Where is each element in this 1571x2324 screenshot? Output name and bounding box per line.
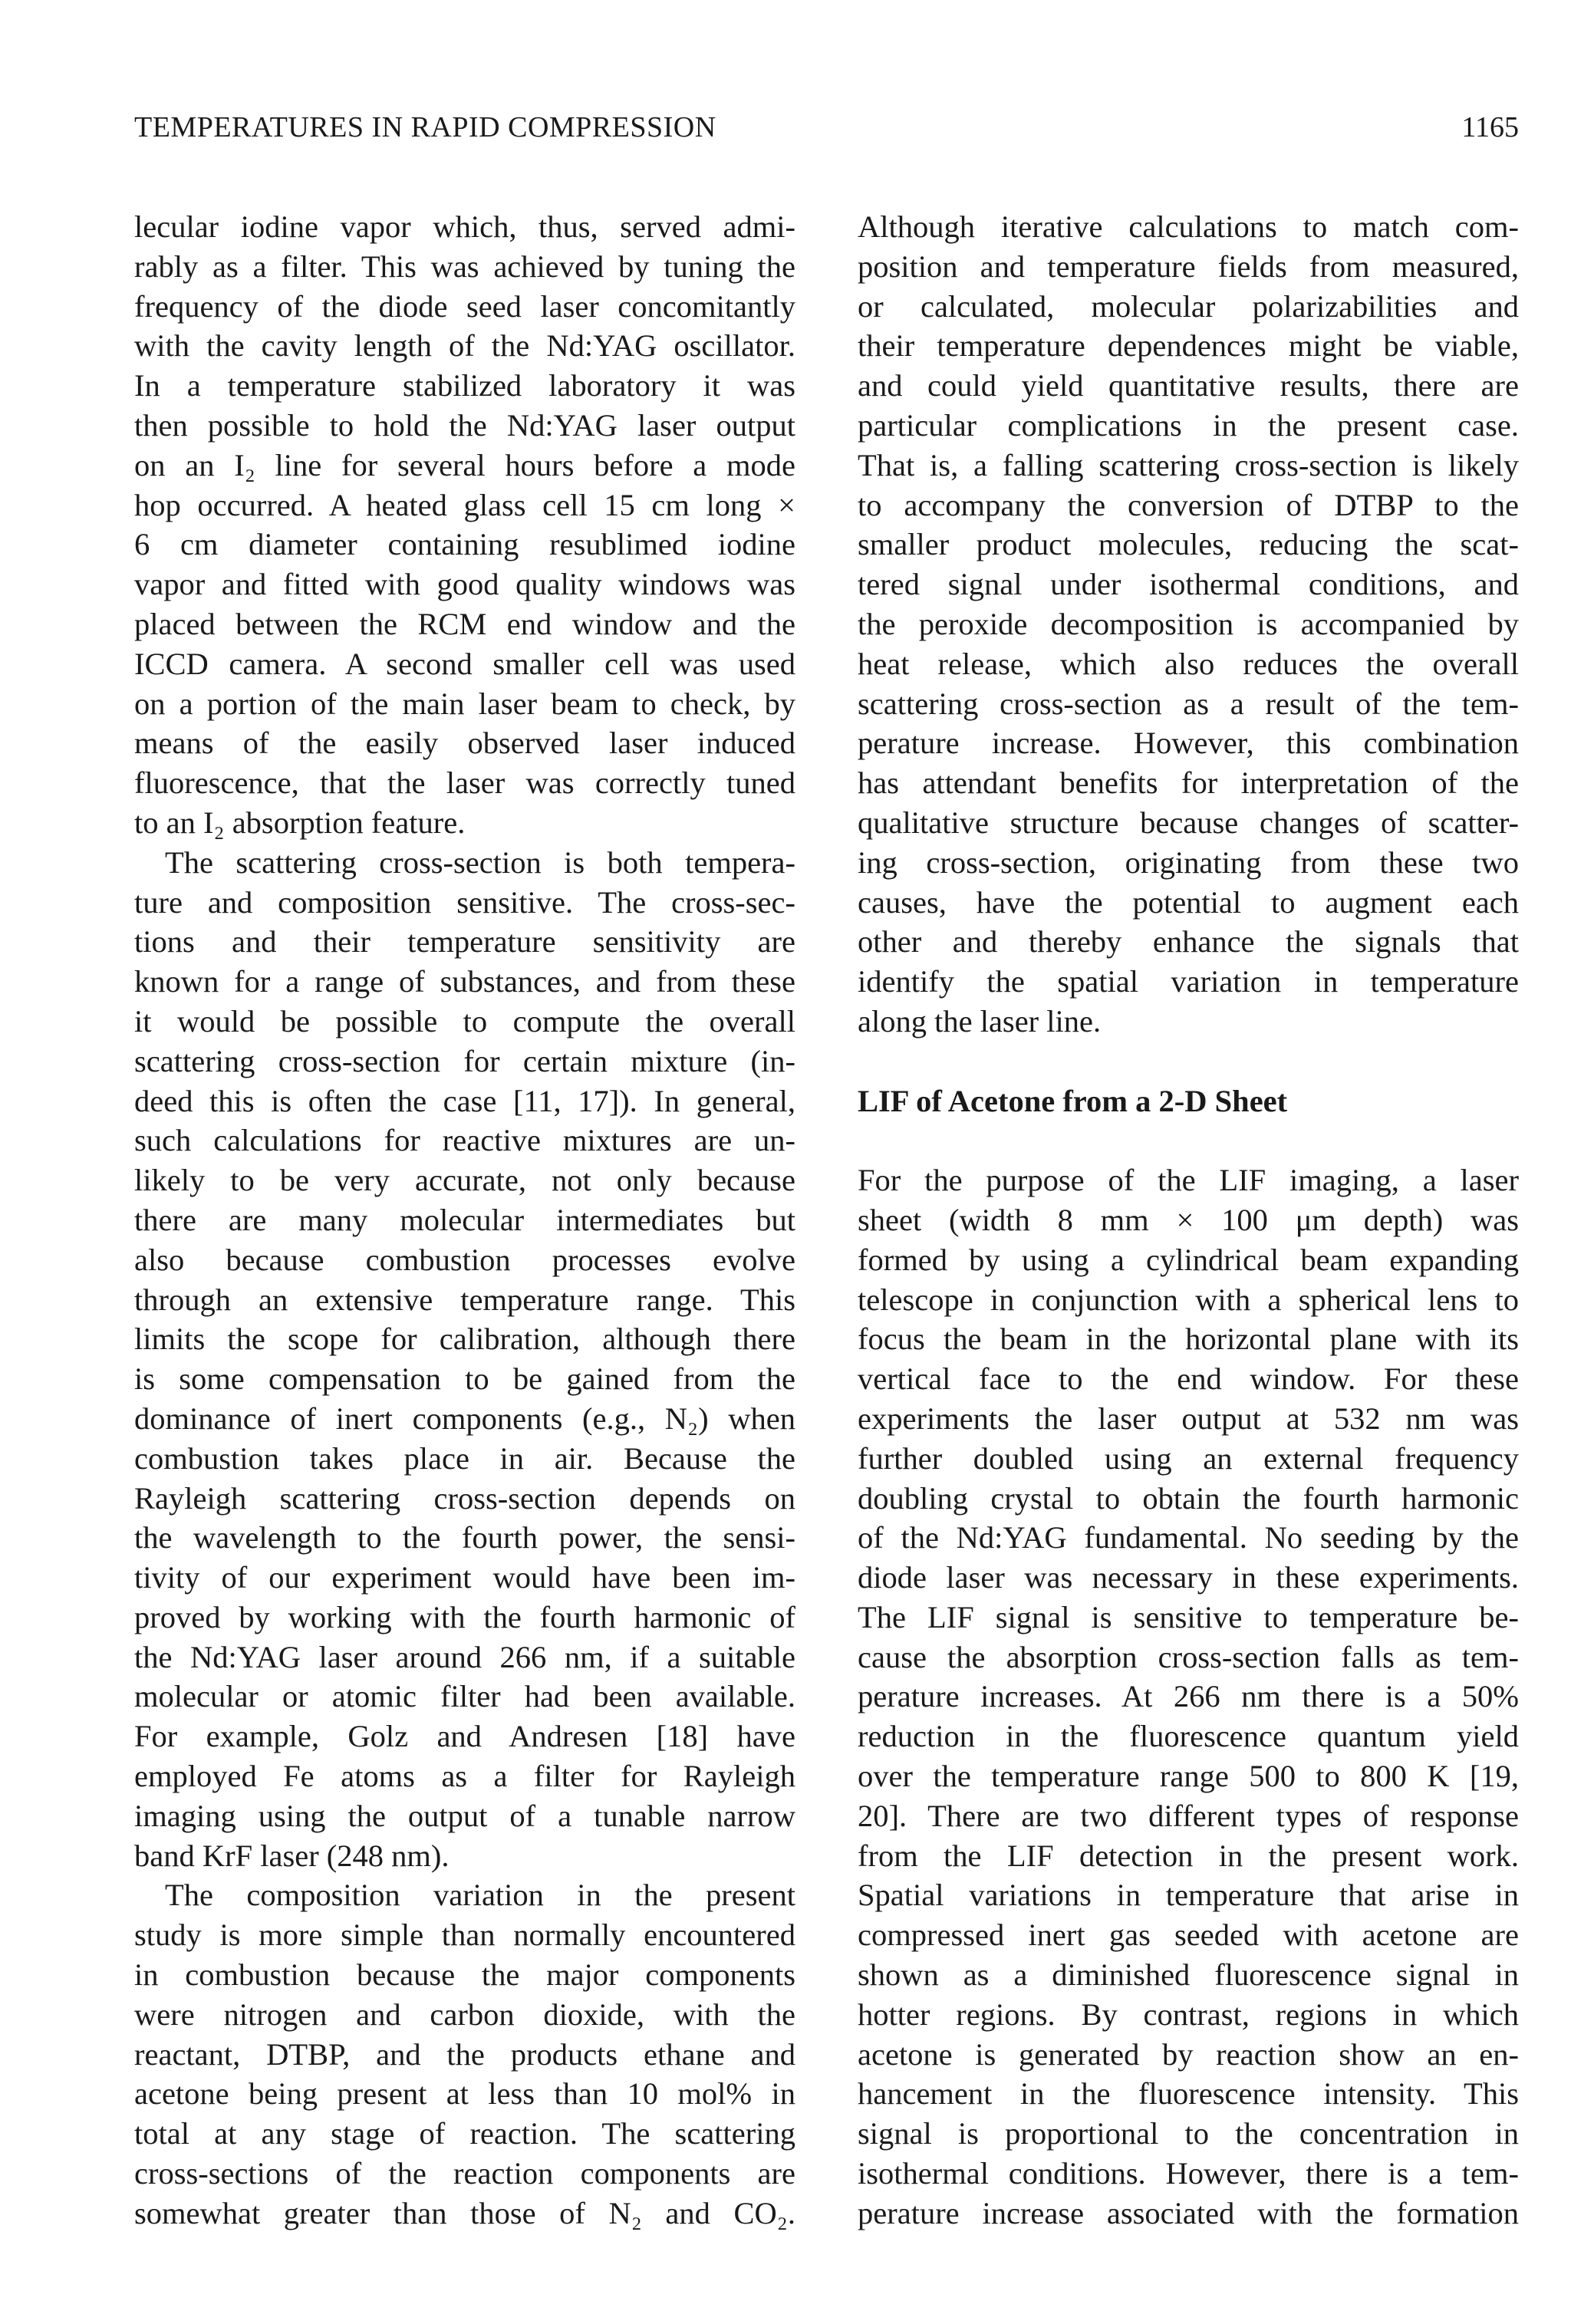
- section-heading: LIF of Acetone from a 2-D Sheet: [858, 1083, 1288, 1118]
- text-line: smaller product molecules, reducing the scat-: [858, 527, 1519, 562]
- text-line: to accompany the conversion of DTBP to the: [858, 487, 1519, 522]
- text-line: For the purpose of the LIF imaging, a laser: [858, 1163, 1519, 1198]
- text-line: frequency of the diode seed laser concomitantly: [134, 288, 795, 324]
- text-line: known for a range of substances, and from these: [134, 964, 795, 999]
- text-line: The LIF signal is sensitive to temperature be-: [858, 1599, 1519, 1634]
- text-line: perature increase. However, this combination: [858, 726, 1519, 761]
- text-line: the peroxide decomposition is accompanied by: [858, 606, 1519, 641]
- text-line: signal is proportional to the concentration in: [858, 2116, 1519, 2151]
- paragraph: [858, 207, 1519, 1042]
- text-line: compressed inert gas seeded with acetone are: [858, 1917, 1519, 1953]
- text-line: placed between the RCM end window and the: [134, 606, 795, 641]
- text-line: acetone being present at less than 10 mol% in: [134, 2076, 795, 2112]
- running-header: [134, 107, 1519, 147]
- paragraph: [134, 1875, 795, 2233]
- text-line: there are many molecular intermediates but: [134, 1202, 795, 1237]
- text-line: vapor and fitted with good quality windows was: [134, 567, 795, 602]
- text-line: cause the absorption cross-section falls as tem-: [858, 1639, 1519, 1674]
- text-line: of the Nd:YAG fundamental. No seeding by the: [858, 1520, 1519, 1555]
- text-line: lecular iodine vapor which, thus, served admi-: [134, 209, 795, 244]
- text-line: 6 cm diameter containing resublimed iodine: [134, 527, 795, 562]
- text-line: tered signal under isothermal conditions, and: [858, 567, 1519, 602]
- text-column-left: [134, 207, 795, 2233]
- text-line: their temperature dependences might be viable,: [858, 328, 1519, 364]
- running-title: TEMPERATURES IN RAPID COMPRESSION: [134, 111, 716, 143]
- paragraph: [134, 207, 795, 843]
- text-line: particular complications in the present case.: [858, 407, 1519, 443]
- text-line: dominance of inert components (e.g., N₂) when: [134, 1401, 795, 1436]
- text-line: identify the spatial variation in temperature: [858, 964, 1519, 999]
- text-line: were nitrogen and carbon dioxide, with the: [134, 1996, 795, 2032]
- text-line: limits the scope for calibration, although there: [134, 1322, 795, 1357]
- text-line: is some compensation to be gained from the: [134, 1361, 795, 1397]
- spacer: [858, 1121, 1519, 1160]
- text-line: Although iterative calculations to match com-: [858, 209, 1519, 244]
- text-line: That is, a falling scattering cross-section is likely: [858, 447, 1519, 482]
- text-line: focus the beam in the horizontal plane with its: [858, 1322, 1519, 1357]
- text-line: sheet (width 8 mm × 100 μm depth) was: [858, 1202, 1519, 1237]
- text-line: on a portion of the main laser beam to check, by: [134, 686, 795, 721]
- text-line: vertical face to the end window. For these: [858, 1361, 1519, 1397]
- text-line: such calculations for reactive mixtures are un-: [134, 1123, 795, 1158]
- text-line: the wavelength to the fourth power, the sensi-: [134, 1520, 795, 1555]
- text-line: reactant, DTBP, and the products ethane and: [134, 2036, 795, 2072]
- text-line: rably as a filter. This was achieved by tuning the: [134, 249, 795, 284]
- text-line: heat release, which also reduces the overall: [858, 646, 1519, 681]
- text-line: ICCD camera. A second smaller cell was used: [134, 646, 795, 681]
- text-line: deed this is often the case [11, 17]). In general,: [134, 1083, 795, 1118]
- text-line: tivity of our experiment would have been im-: [134, 1560, 795, 1595]
- text-line: or calculated, molecular polarizabilities and: [858, 288, 1519, 324]
- text-line: it would be possible to compute the overall: [134, 1003, 795, 1039]
- text-line: and could yield quantitative results, there are: [858, 368, 1519, 403]
- text-line: The composition variation in the present: [165, 1878, 795, 1913]
- text-line: band KrF laser (248 nm).: [134, 1838, 450, 1873]
- text-line: doubling crystal to obtain the fourth harmonic: [858, 1480, 1519, 1516]
- text-line: employed Fe atoms as a filter for Rayleigh: [134, 1759, 795, 1794]
- text-line: formed by using a cylindrical beam expanding: [858, 1242, 1519, 1277]
- text-line: scattering cross-section for certain mixture (in-: [134, 1043, 795, 1078]
- text-line: The scattering cross-section is both tempera-: [165, 844, 795, 880]
- text-line: molecular or atomic filter had been available.: [134, 1679, 795, 1714]
- text-line: perature increases. At 266 nm there is a 50%: [858, 1679, 1519, 1714]
- text-line: shown as a diminished fluorescence signal in: [858, 1957, 1519, 1993]
- text-line: along the laser line.: [858, 1003, 1102, 1039]
- paragraph: [858, 1160, 1519, 2233]
- spacer: [858, 1042, 1519, 1081]
- text-line: ture and composition sensitive. The cross-sec-: [134, 884, 795, 920]
- text-line: somewhat greater than those of N₂ and CO₂.: [134, 2195, 795, 2230]
- text-line: hop occurred. A heated glass cell 15 cm long ×: [134, 487, 795, 522]
- text-column-right: [858, 207, 1519, 2233]
- text-line: has attendant benefits for interpretation of the: [858, 765, 1519, 801]
- text-line: reduction in the fluorescence quantum yield: [858, 1719, 1519, 1754]
- text-line: Spatial variations in temperature that arise in: [858, 1878, 1519, 1913]
- text-line: imaging using the output of a tunable narrow: [134, 1798, 795, 1833]
- text-line: in combustion because the major components: [134, 1957, 795, 1993]
- text-line: with the cavity length of the Nd:YAG oscillator.: [134, 328, 795, 364]
- text-line: on an I₂ line for several hours before a mode: [134, 447, 795, 482]
- text-line: means of the easily observed laser induced: [134, 726, 795, 761]
- text-line: total at any stage of reaction. The scattering: [134, 2116, 795, 2151]
- text-line: also because combustion processes evolve: [134, 1242, 795, 1277]
- text-line: position and temperature fields from measured,: [858, 249, 1519, 284]
- text-line: telescope in conjunction with a spherical lens to: [858, 1282, 1519, 1317]
- text-line: isothermal conditions. However, there is a tem-: [858, 2156, 1519, 2191]
- text-line: scattering cross-section as a result of the tem-: [858, 686, 1519, 721]
- text-line: combustion takes place in air. Because the: [134, 1440, 795, 1476]
- text-line: hancement in the fluorescence intensity. This: [858, 2076, 1519, 2112]
- text-line: Rayleigh scattering cross-section depends on: [134, 1480, 795, 1516]
- text-line: likely to be very accurate, not only because: [134, 1163, 795, 1198]
- text-line: to an I₂ absorption feature.: [134, 805, 466, 840]
- text-line: from the LIF detection in the present work.: [858, 1838, 1519, 1873]
- text-line: study is more simple than normally encountered: [134, 1917, 795, 1953]
- text-line: hotter regions. By contrast, regions in which: [858, 1996, 1519, 2032]
- text-line: proved by working with the fourth harmonic of: [134, 1599, 795, 1634]
- text-line: For example, Golz and Andresen [18] have: [134, 1719, 795, 1754]
- page-number: 1165: [1461, 111, 1519, 143]
- text-line: through an extensive temperature range. This: [134, 1282, 795, 1317]
- text-line: the Nd:YAG laser around 266 nm, if a suitable: [134, 1639, 795, 1674]
- text-line: 20]. There are two different types of response: [858, 1798, 1519, 1833]
- paragraph: [134, 843, 795, 1876]
- text-line: tions and their temperature sensitivity are: [134, 924, 795, 960]
- text-line: ing cross-section, originating from these two: [858, 844, 1519, 880]
- text-line: perature increase associated with the formation: [858, 2195, 1519, 2230]
- text-line: In a temperature stabilized laboratory it was: [134, 368, 795, 403]
- text-line: then possible to hold the Nd:YAG laser output: [134, 407, 795, 443]
- text-line: over the temperature range 500 to 800 K [19,: [858, 1759, 1519, 1794]
- text-line: experiments the laser output at 532 nm was: [858, 1401, 1519, 1436]
- text-line: further doubled using an external frequency: [858, 1440, 1519, 1476]
- text-line: cross-sections of the reaction components are: [134, 2156, 795, 2191]
- text-line: acetone is generated by reaction show an en-: [858, 2036, 1519, 2072]
- text-line: causes, have the potential to augment each: [858, 884, 1519, 920]
- text-line: other and thereby enhance the signals that: [858, 924, 1519, 960]
- text-line: qualitative structure because changes of scatter-: [858, 805, 1519, 840]
- text-line: diode laser was necessary in these experiments.: [858, 1560, 1519, 1595]
- text-line: fluorescence, that the laser was correctly tuned: [134, 765, 795, 801]
